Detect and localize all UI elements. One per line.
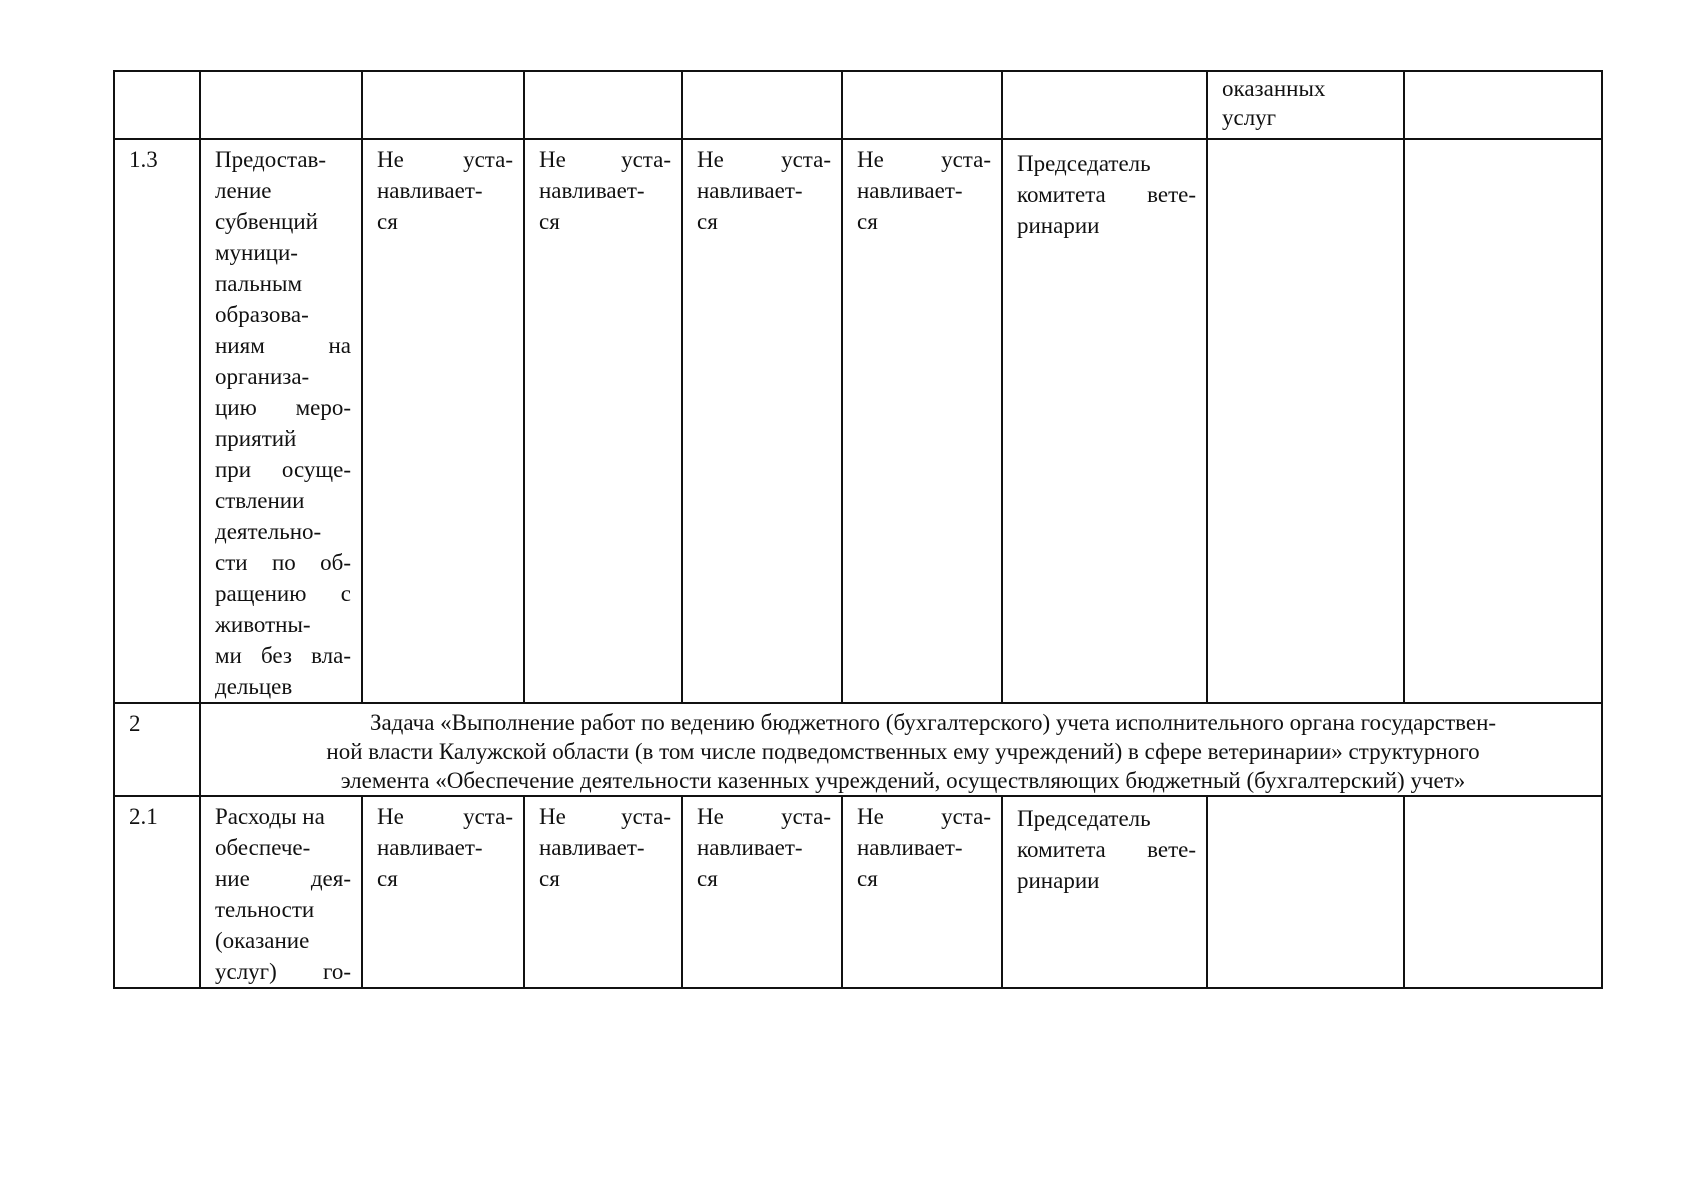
cell-text-line: тельности bbox=[215, 897, 315, 922]
cell-text-line: Председатель bbox=[1017, 806, 1151, 831]
cell-text-line: ся bbox=[377, 866, 398, 891]
cell-text-line: Не уста- bbox=[377, 804, 513, 829]
cell-col4 bbox=[524, 796, 682, 988]
cell-col5 bbox=[682, 71, 842, 139]
cell-text-line: ринарии bbox=[1017, 213, 1100, 238]
cell-text-line: ся bbox=[697, 866, 718, 891]
cell-text-line: деятельно- bbox=[215, 519, 322, 544]
cell-text-line: навливает- bbox=[539, 178, 645, 203]
cell-col8 bbox=[1207, 139, 1404, 703]
cell-text-line: навливает- bbox=[377, 178, 483, 203]
cell-text-line: навливает- bbox=[857, 178, 963, 203]
cell-col4 bbox=[524, 139, 682, 703]
cell-text-line: навливает- bbox=[697, 835, 803, 860]
cell-text-line: комитета вете- bbox=[1017, 182, 1196, 207]
cell-text-line: Не уста- bbox=[377, 147, 513, 172]
cell-text-line: субвенций bbox=[215, 209, 318, 234]
cell-col9 bbox=[1404, 139, 1602, 703]
row-number: 2.1 bbox=[129, 804, 158, 829]
cell-text-line: оказанных bbox=[1222, 76, 1326, 101]
cell-number bbox=[114, 796, 200, 988]
cell-text-line: навливает- bbox=[539, 835, 645, 860]
cell-col5 bbox=[682, 796, 842, 988]
cell-name bbox=[200, 71, 362, 139]
cell-name bbox=[200, 796, 362, 988]
cell-text-line: дельцев bbox=[215, 674, 293, 699]
cell-text-line: ся bbox=[857, 866, 878, 891]
cell-number bbox=[114, 703, 200, 796]
cell-text-line: ся bbox=[539, 866, 560, 891]
cell-col3 bbox=[362, 139, 524, 703]
cell-text-line: услуг) го- bbox=[215, 959, 351, 984]
cell-text-line: ление bbox=[215, 178, 272, 203]
row-number: 2 bbox=[129, 711, 141, 736]
cell-number bbox=[114, 139, 200, 703]
task-text-line: элемента «Обеспечение деятельности казенных учреждений, осуществляющих бюджетный (бухгалтерский) учет» bbox=[340, 768, 1466, 793]
document-sheet bbox=[113, 70, 1603, 989]
cell-col9 bbox=[1404, 796, 1602, 988]
cell-col6 bbox=[842, 139, 1002, 703]
table-row-continuation bbox=[114, 71, 1602, 139]
row-number: 1.3 bbox=[129, 147, 158, 172]
cell-text-line: Не уста- bbox=[697, 804, 831, 829]
cell-col4 bbox=[524, 71, 682, 139]
cell-text-line: услуг bbox=[1222, 105, 1277, 130]
cell-text-line: пальным bbox=[215, 271, 303, 296]
cell-col9 bbox=[1404, 71, 1602, 139]
cell-text-line: образова- bbox=[215, 302, 309, 327]
cell-col3 bbox=[362, 796, 524, 988]
cell-col5 bbox=[682, 139, 842, 703]
plan-table bbox=[113, 70, 1603, 989]
cell-text-line: навливает- bbox=[377, 835, 483, 860]
task-text-line: Задача «Выполнение работ по ведению бюджетного (бухгалтерского) учета исполнительного органа государствен- bbox=[369, 710, 1497, 735]
cell-text-line: Не уста- bbox=[539, 147, 671, 172]
cell-text-line: при осуще- bbox=[215, 457, 351, 482]
cell-text-line: Не уста- bbox=[857, 804, 991, 829]
cell-text-line: организа- bbox=[215, 364, 310, 389]
cell-col8 bbox=[1207, 71, 1404, 139]
table-row-2 bbox=[114, 703, 1602, 796]
cell-col8 bbox=[1207, 796, 1404, 988]
cell-text-line: животны- bbox=[215, 612, 311, 637]
cell-text-line: ние дея- bbox=[215, 866, 351, 891]
cell-task bbox=[200, 703, 1602, 796]
cell-col7 bbox=[1002, 71, 1207, 139]
cell-text-line: навливает- bbox=[857, 835, 963, 860]
cell-text-line: ся bbox=[857, 209, 878, 234]
cell-text-line: Предостав- bbox=[215, 147, 327, 172]
cell-text-line: ся bbox=[697, 209, 718, 234]
table-row-2-1 bbox=[114, 796, 1602, 988]
cell-text-line: (оказание bbox=[215, 928, 310, 953]
cell-text-line: приятий bbox=[215, 426, 297, 451]
cell-number bbox=[114, 71, 200, 139]
cell-text-line: комитета вете- bbox=[1017, 837, 1196, 862]
cell-text-line: навливает- bbox=[697, 178, 803, 203]
cell-col3 bbox=[362, 71, 524, 139]
cell-name bbox=[200, 139, 362, 703]
cell-text-line: ринарии bbox=[1017, 868, 1100, 893]
cell-text-line: ми без вла- bbox=[215, 643, 351, 668]
cell-col7 bbox=[1002, 796, 1207, 988]
cell-text-line: Не уста- bbox=[539, 804, 671, 829]
task-text-line: ной власти Калужской области (в том числе подведомственных ему учреждений) в сфере ветеринарии» структурного bbox=[326, 739, 1480, 764]
cell-text-line: сти по об- bbox=[215, 550, 351, 575]
cell-text-line: муници- bbox=[215, 240, 298, 265]
cell-text-line: ствлении bbox=[215, 488, 305, 513]
cell-text-line: ся bbox=[377, 209, 398, 234]
cell-text-line: Не уста- bbox=[857, 147, 991, 172]
cell-text-line: цию меро- bbox=[215, 395, 351, 420]
cell-text-line: Не уста- bbox=[697, 147, 831, 172]
cell-col6 bbox=[842, 71, 1002, 139]
cell-text-line: ращению с bbox=[215, 581, 351, 606]
cell-text-line: ниям на bbox=[215, 333, 351, 358]
cell-text-line: Председатель bbox=[1017, 151, 1151, 176]
cell-col6 bbox=[842, 796, 1002, 988]
table-row-1-3 bbox=[114, 139, 1602, 703]
cell-text-line: ся bbox=[539, 209, 560, 234]
cell-text-line: обеспече- bbox=[215, 835, 311, 860]
cell-text-line: Расходы на bbox=[215, 804, 325, 829]
cell-col7 bbox=[1002, 139, 1207, 703]
